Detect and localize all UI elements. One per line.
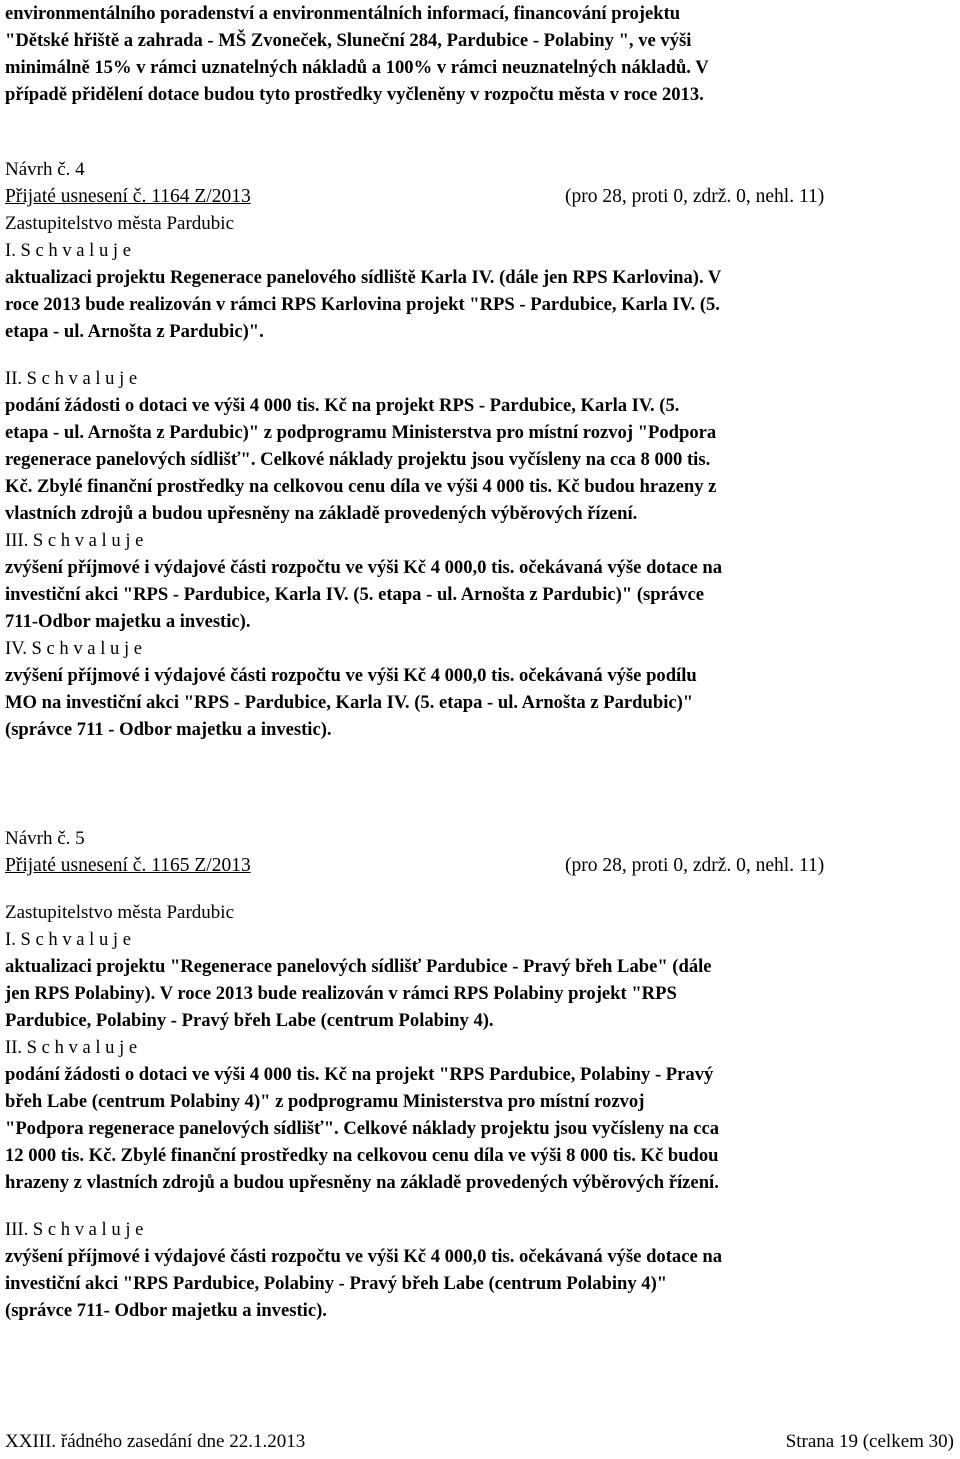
approval-label: III. S c h v a l u j e — [5, 530, 144, 551]
vote-result: (pro 28, proti 0, zdrž. 0, nehl. 11) — [565, 186, 825, 207]
intro-line: environmentálního poradenství a environmentálních informací, financování projektu — [5, 3, 681, 24]
resolution-text-line: "Podpora regenerace panelových sídlišť". Celkové náklady projektu jsou vyčísleny na cca — [5, 1118, 720, 1139]
resolution-text-line: 711-Odbor majetku a investic). — [5, 611, 251, 632]
resolution-text-line: (správce 711- Odbor majetku a investic). — [5, 1300, 327, 1321]
resolution-text-line: etapa - ul. Arnošta z Pardubic)" z podprogramu Ministerstva pro místní rozvoj "Podpora — [5, 422, 717, 443]
motion-4 — [5, 156, 908, 743]
resolution-text-line: roce 2013 bude realizován v rámci RPS Karlovina projekt "RPS - Pardubice, Karla IV. (5. — [5, 294, 720, 315]
resolution-text-line: MO na investiční akci "RPS - Pardubice, Karla IV. (5. etapa - ul. Arnošta z Pardubic)" — [5, 692, 694, 713]
resolution-number: Přijaté usnesení č. 1164 Z/2013 — [5, 186, 251, 207]
resolution-text-line: zvýšení příjmové i výdajové části rozpočtu ve výši Kč 4 000,0 tis. očekávaná výše dotace na — [5, 1246, 722, 1267]
council-name: Zastupitelstvo města Pardubic — [5, 902, 235, 923]
adopted-resolution-line — [5, 852, 908, 879]
approval-label: IV. S c h v a l u j e — [5, 638, 143, 659]
page-number: Strana 19 (celkem 30) — [785, 1431, 954, 1452]
council-name: Zastupitelstvo města Pardubic — [5, 213, 235, 234]
resolution-text-line: aktualizaci projektu Regenerace panelového sídliště Karla IV. (dále jen RPS Karlovina). V — [5, 267, 722, 288]
resolution-text-line: regenerace panelových sídlišť". Celkové náklady projektu jsou vyčísleny na cca 8 000 tis. — [5, 449, 711, 470]
resolution-text-line: podání žádosti o dotaci ve výši 4 000 tis. Kč na projekt RPS - Pardubice, Karla IV. (5. — [5, 395, 680, 416]
adopted-resolution-line — [5, 183, 908, 210]
approval-label: II. S c h v a l u j e — [5, 368, 138, 389]
approval-label: I. S c h v a l u j e — [5, 240, 131, 261]
resolution-text-line: aktualizaci projektu "Regenerace panelových sídlišť Pardubice - Pravý břeh Labe" (dále — [5, 956, 712, 977]
approval-label: I. S c h v a l u j e — [5, 929, 131, 950]
approval-label: II. S c h v a l u j e — [5, 1037, 138, 1058]
resolution-text-line: Pardubice, Polabiny - Pravý břeh Labe (centrum Polabiny 4). — [5, 1010, 494, 1031]
intro-line: "Dětské hřiště a zahrada - MŠ Zvoneček, Sluneční 284, Pardubice - Polabiny ", ve výši — [5, 30, 692, 51]
intro-line: případě přidělení dotace budou tyto prostředky vyčleněny v rozpočtu města v roce 2013. — [5, 84, 704, 105]
resolution-text-line: 12 000 tis. Kč. Zbylé finanční prostředky na celkovou cenu díla ve výši 8 000 tis. Kč budou — [5, 1145, 719, 1166]
resolution-text-line: investiční akci "RPS - Pardubice, Karla IV. (5. etapa - ul. Arnošta z Pardubic)" (správce — [5, 584, 704, 605]
resolution-number: Přijaté usnesení č. 1165 Z/2013 — [5, 855, 251, 876]
resolution-text-line: etapa - ul. Arnošta z Pardubic)". — [5, 321, 264, 342]
resolution-text-line: zvýšení příjmové i výdajové části rozpočtu ve výši Kč 4 000,0 tis. očekávaná výše podílu — [5, 665, 697, 686]
intro-line: minimálně 15% v rámci uznatelných nákladů a 100% v rámci neuznatelných nákladů. V — [5, 57, 709, 78]
resolution-text-line: jen RPS Polabiny). V roce 2013 bude realizován v rámci RPS Polabiny projekt "RPS — [5, 983, 677, 1004]
resolution-text-line: podání žádosti o dotaci ve výši 4 000 tis. Kč na projekt "RPS Pardubice, Polabiny - Pravý — [5, 1064, 714, 1085]
resolution-text-line: břeh Labe (centrum Polabiny 4)" z podprogramu Ministerstva pro místní rozvoj — [5, 1091, 645, 1112]
resolution-text-line: Kč. Zbylé finanční prostředky na celkovou cenu díla ve výši 4 000 tis. Kč budou hrazeny z — [5, 476, 717, 497]
resolution-text-line: zvýšení příjmové i výdajové části rozpočtu ve výši Kč 4 000,0 tis. očekávaná výše dotace na — [5, 557, 722, 578]
resolution-text-line: hrazeny z vlastních zdrojů a budou upřesněny na základě provedených výběrových řízení. — [5, 1172, 719, 1193]
page-footer — [5, 1428, 954, 1455]
intro-paragraph — [5, 0, 908, 108]
resolution-text-line: (správce 711 - Odbor majetku a investic). — [5, 719, 332, 740]
session-info: XXIII. řádného zasedání dne 22.1.2013 — [5, 1431, 306, 1452]
motion-heading: Návrh č. 5 — [5, 828, 85, 849]
resolution-text-line: investiční akci "RPS Pardubice, Polabiny - Pravý břeh Labe (centrum Polabiny 4)" — [5, 1273, 668, 1294]
resolution-text-line: vlastních zdrojů a budou upřesněny na základě provedených výběrových řízení. — [5, 503, 638, 524]
vote-result: (pro 28, proti 0, zdrž. 0, nehl. 11) — [565, 855, 825, 876]
motion-heading: Návrh č. 4 — [5, 159, 85, 180]
motion-5 — [5, 825, 908, 1324]
approval-label: III. S c h v a l u j e — [5, 1219, 144, 1240]
